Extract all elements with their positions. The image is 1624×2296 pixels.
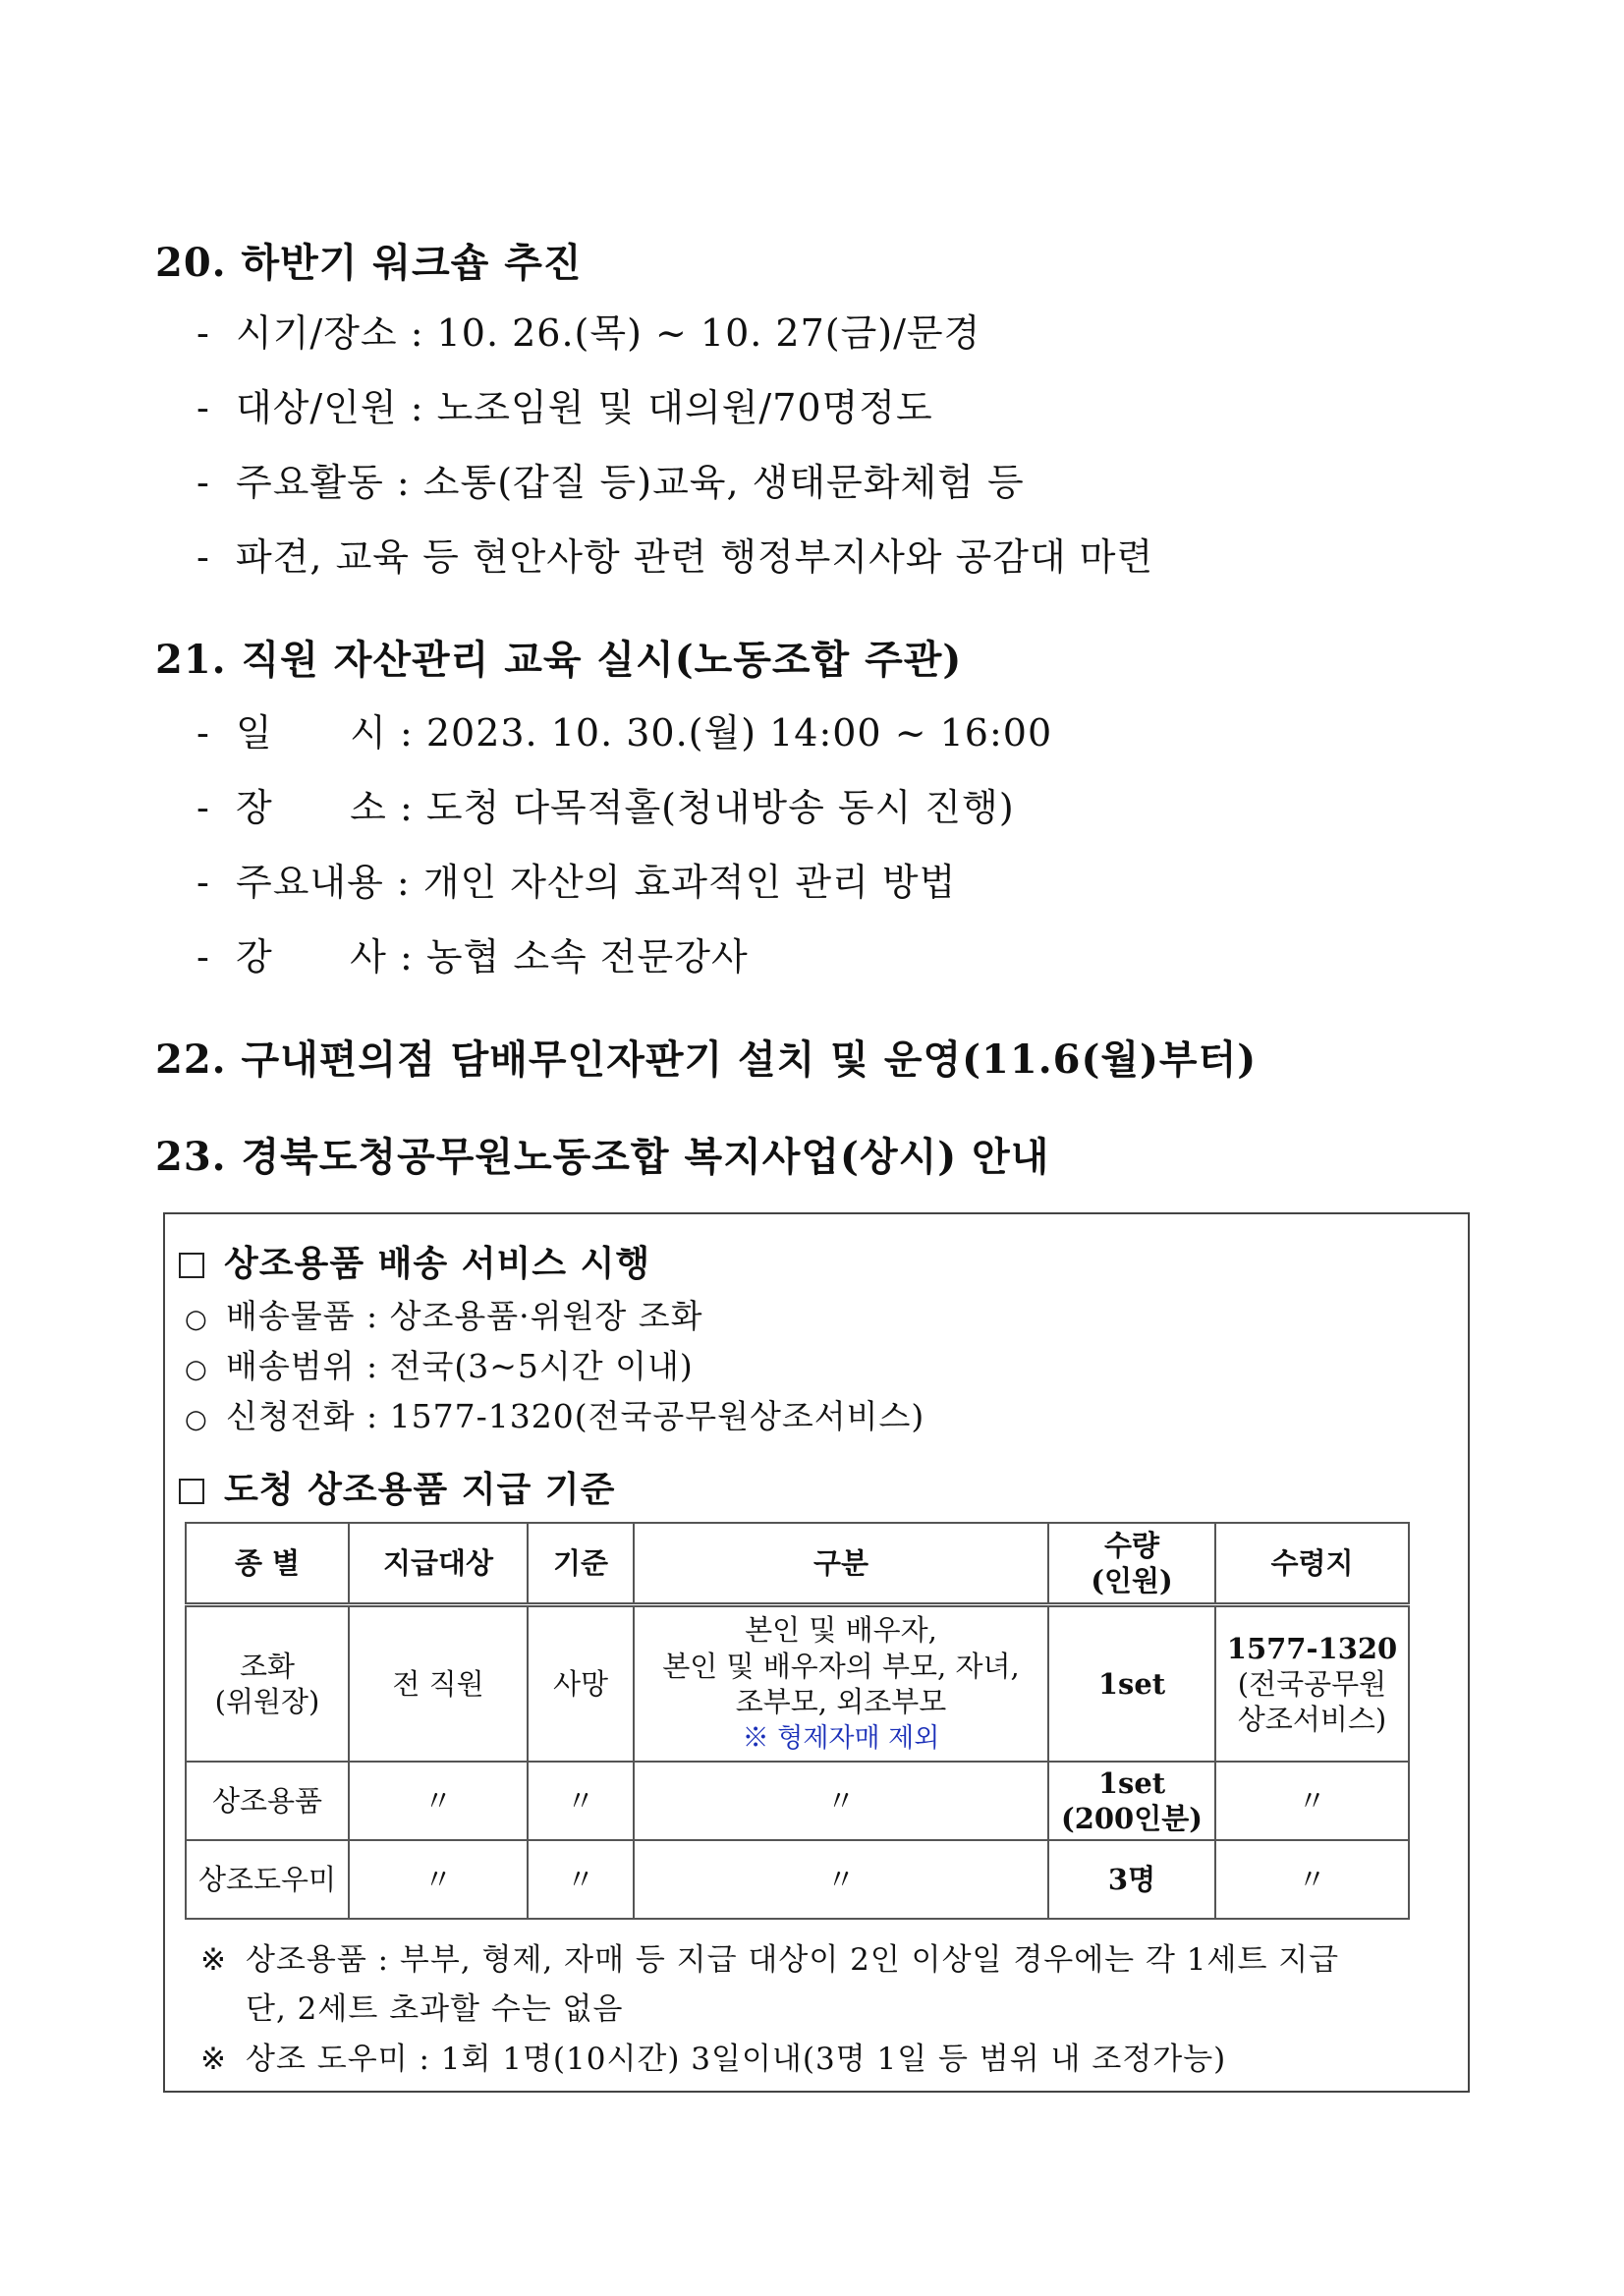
section-22-heading: 22. 구내편의점 담배무인자판기 설치 및 운영(11.6(월)부터) <box>155 1036 1258 1083</box>
cell-place-line2: (전국공무원 <box>1237 1666 1387 1701</box>
box-title-standard-text: 도청 상조용품 지급 기준 <box>224 1469 616 1510</box>
bullet-dash: - <box>196 386 210 429</box>
box-title-delivery-text: 상조용품 배송 서비스 시행 <box>224 1243 651 1284</box>
bullet-dash: - <box>196 935 210 979</box>
table-header-row <box>186 1523 1409 1605</box>
cell-basis: 사망 <box>528 1605 634 1763</box>
cell-place-line3: 상조서비스) <box>1237 1703 1387 1737</box>
note-supplies-cont: 단, 2세트 초과할 수는 없음 <box>246 1991 624 2027</box>
circle-bullet-icon: ○ <box>185 1355 208 1384</box>
note-supplies <box>200 1934 1339 1979</box>
table-header-type: 종 별 <box>186 1523 349 1605</box>
section-20-item-text: 파견, 교육 등 현안사항 관련 행정부지사와 공감대 마련 <box>236 535 1154 579</box>
note-supplies-text: 상조용품 : 부부, 형제, 자매 등 지급 대상이 2인 이상일 경우에는 각 1세트 지급 <box>246 1942 1340 1978</box>
table-row <box>186 1605 1409 1763</box>
table-header-division: 구분 <box>634 1523 1048 1605</box>
delivery-item-text: 배송물품 : 상조용품·위원장 조화 <box>226 1297 703 1335</box>
cell-quantity: 1set <box>1048 1605 1215 1763</box>
cell-quantity <box>1048 1762 1215 1840</box>
cell-place-line1: 1577-1320 <box>1226 1631 1398 1665</box>
cell-target: 〃 <box>349 1840 528 1919</box>
table-header-quantity-line2: (인원) <box>1091 1564 1173 1597</box>
welfare-info-box <box>163 1212 1470 2093</box>
section-20-item <box>196 303 980 357</box>
delivery-item-text: 신청전화 : 1577-1320(전국공무원상조서비스) <box>226 1397 925 1435</box>
section-20-heading: 20. 하반기 워크숍 추진 <box>155 240 583 286</box>
box-title-delivery <box>179 1236 650 1286</box>
cell-basis: 〃 <box>528 1840 634 1919</box>
table-header-quantity <box>1048 1523 1215 1605</box>
table-header-quantity-line1: 수량 <box>1103 1528 1160 1562</box>
cell-target: 〃 <box>349 1762 528 1840</box>
section-20-item-text: 대상/인원 : 노조임원 및 대의원/70명정도 <box>236 386 933 429</box>
bullet-dash: - <box>196 861 210 904</box>
table-row <box>186 1840 1409 1919</box>
checkbox-square-icon <box>179 1479 204 1504</box>
delivery-item <box>185 1341 694 1387</box>
section-20-item-text: 시기/장소 : 10. 26.(목) ~ 10. 27(금)/문경 <box>236 311 981 355</box>
table-row <box>186 1762 1409 1840</box>
cell-division: 〃 <box>634 1840 1048 1919</box>
delivery-item <box>185 1391 924 1437</box>
note-helper <box>200 2034 1226 2078</box>
cell-place: 〃 <box>1215 1840 1409 1919</box>
circle-bullet-icon: ○ <box>185 1405 208 1434</box>
section-20-item <box>196 377 933 431</box>
cell-target: 전 직원 <box>349 1605 528 1763</box>
note-mark: ※ <box>200 2042 227 2077</box>
bullet-dash: - <box>196 711 210 755</box>
section-21-item-text: 강 사 : 농협 소속 전문강사 <box>236 935 749 979</box>
cell-division-line2: 본인 및 배우자의 부모, 자녀, <box>662 1649 1020 1683</box>
checkbox-square-icon <box>179 1253 204 1278</box>
cell-type: 상조용품 <box>186 1762 349 1840</box>
note-mark: ※ <box>200 1942 227 1978</box>
section-20-item-text: 주요활동 : 소통(갑질 등)교육, 생태문화체험 등 <box>236 461 1025 504</box>
section-23-heading: 23. 경북도청공무원노동조합 복지사업(상시) 안내 <box>155 1134 1050 1180</box>
box-title-standard <box>179 1462 615 1512</box>
cell-division-line1: 본인 및 배우자, <box>745 1613 937 1648</box>
supply-standard-table <box>185 1522 1410 1920</box>
section-20-item <box>196 452 1025 506</box>
table-header-target: 지급대상 <box>349 1523 528 1605</box>
section-21-heading: 21. 직원 자산관리 교육 실시(노동조합 주관) <box>155 637 963 683</box>
cell-division <box>634 1605 1048 1763</box>
cell-type-line2: (위원장) <box>214 1685 320 1718</box>
cell-place: 〃 <box>1215 1762 1409 1840</box>
cell-type-line1: 조화 <box>239 1649 296 1683</box>
cell-division-note: ※ 형제자매 제외 <box>742 1723 940 1754</box>
section-21-item <box>196 926 749 980</box>
delivery-item <box>185 1291 703 1337</box>
bullet-dash: - <box>196 311 210 355</box>
cell-quantity-line1: 1set <box>1097 1765 1166 1800</box>
table-header-basis: 기준 <box>528 1523 634 1605</box>
section-21-item <box>196 777 1015 831</box>
bullet-dash: - <box>196 786 210 829</box>
note-helper-text: 상조 도우미 : 1회 1명(10시간) 3일이내(3명 1일 등 범위 내 조정가능) <box>246 2042 1227 2077</box>
cell-division: 〃 <box>634 1762 1048 1840</box>
delivery-item-text: 배송범위 : 전국(3~5시간 이내) <box>226 1347 694 1385</box>
bullet-dash: - <box>196 535 210 579</box>
circle-bullet-icon: ○ <box>185 1305 208 1334</box>
bullet-dash: - <box>196 461 210 504</box>
cell-type: 상조도우미 <box>186 1840 349 1919</box>
cell-type <box>186 1605 349 1763</box>
cell-division-line3: 조부모, 외조부모 <box>735 1684 947 1718</box>
cell-place <box>1215 1605 1409 1763</box>
section-21-item-text: 일 시 : 2023. 10. 30.(월) 14:00 ~ 16:00 <box>236 711 1053 755</box>
section-21-item <box>196 852 956 906</box>
section-21-item-text: 주요내용 : 개인 자산의 효과적인 관리 방법 <box>236 861 957 904</box>
cell-basis: 〃 <box>528 1762 634 1840</box>
section-21-item-text: 장 소 : 도청 다목적홀(청내방송 동시 진행) <box>236 786 1015 829</box>
table-header-place: 수령지 <box>1215 1523 1409 1605</box>
cell-quantity-line2: (200인분) <box>1060 1802 1203 1835</box>
section-20-item <box>196 527 1153 581</box>
section-21-item <box>196 702 1052 756</box>
cell-quantity: 3명 <box>1048 1840 1215 1919</box>
